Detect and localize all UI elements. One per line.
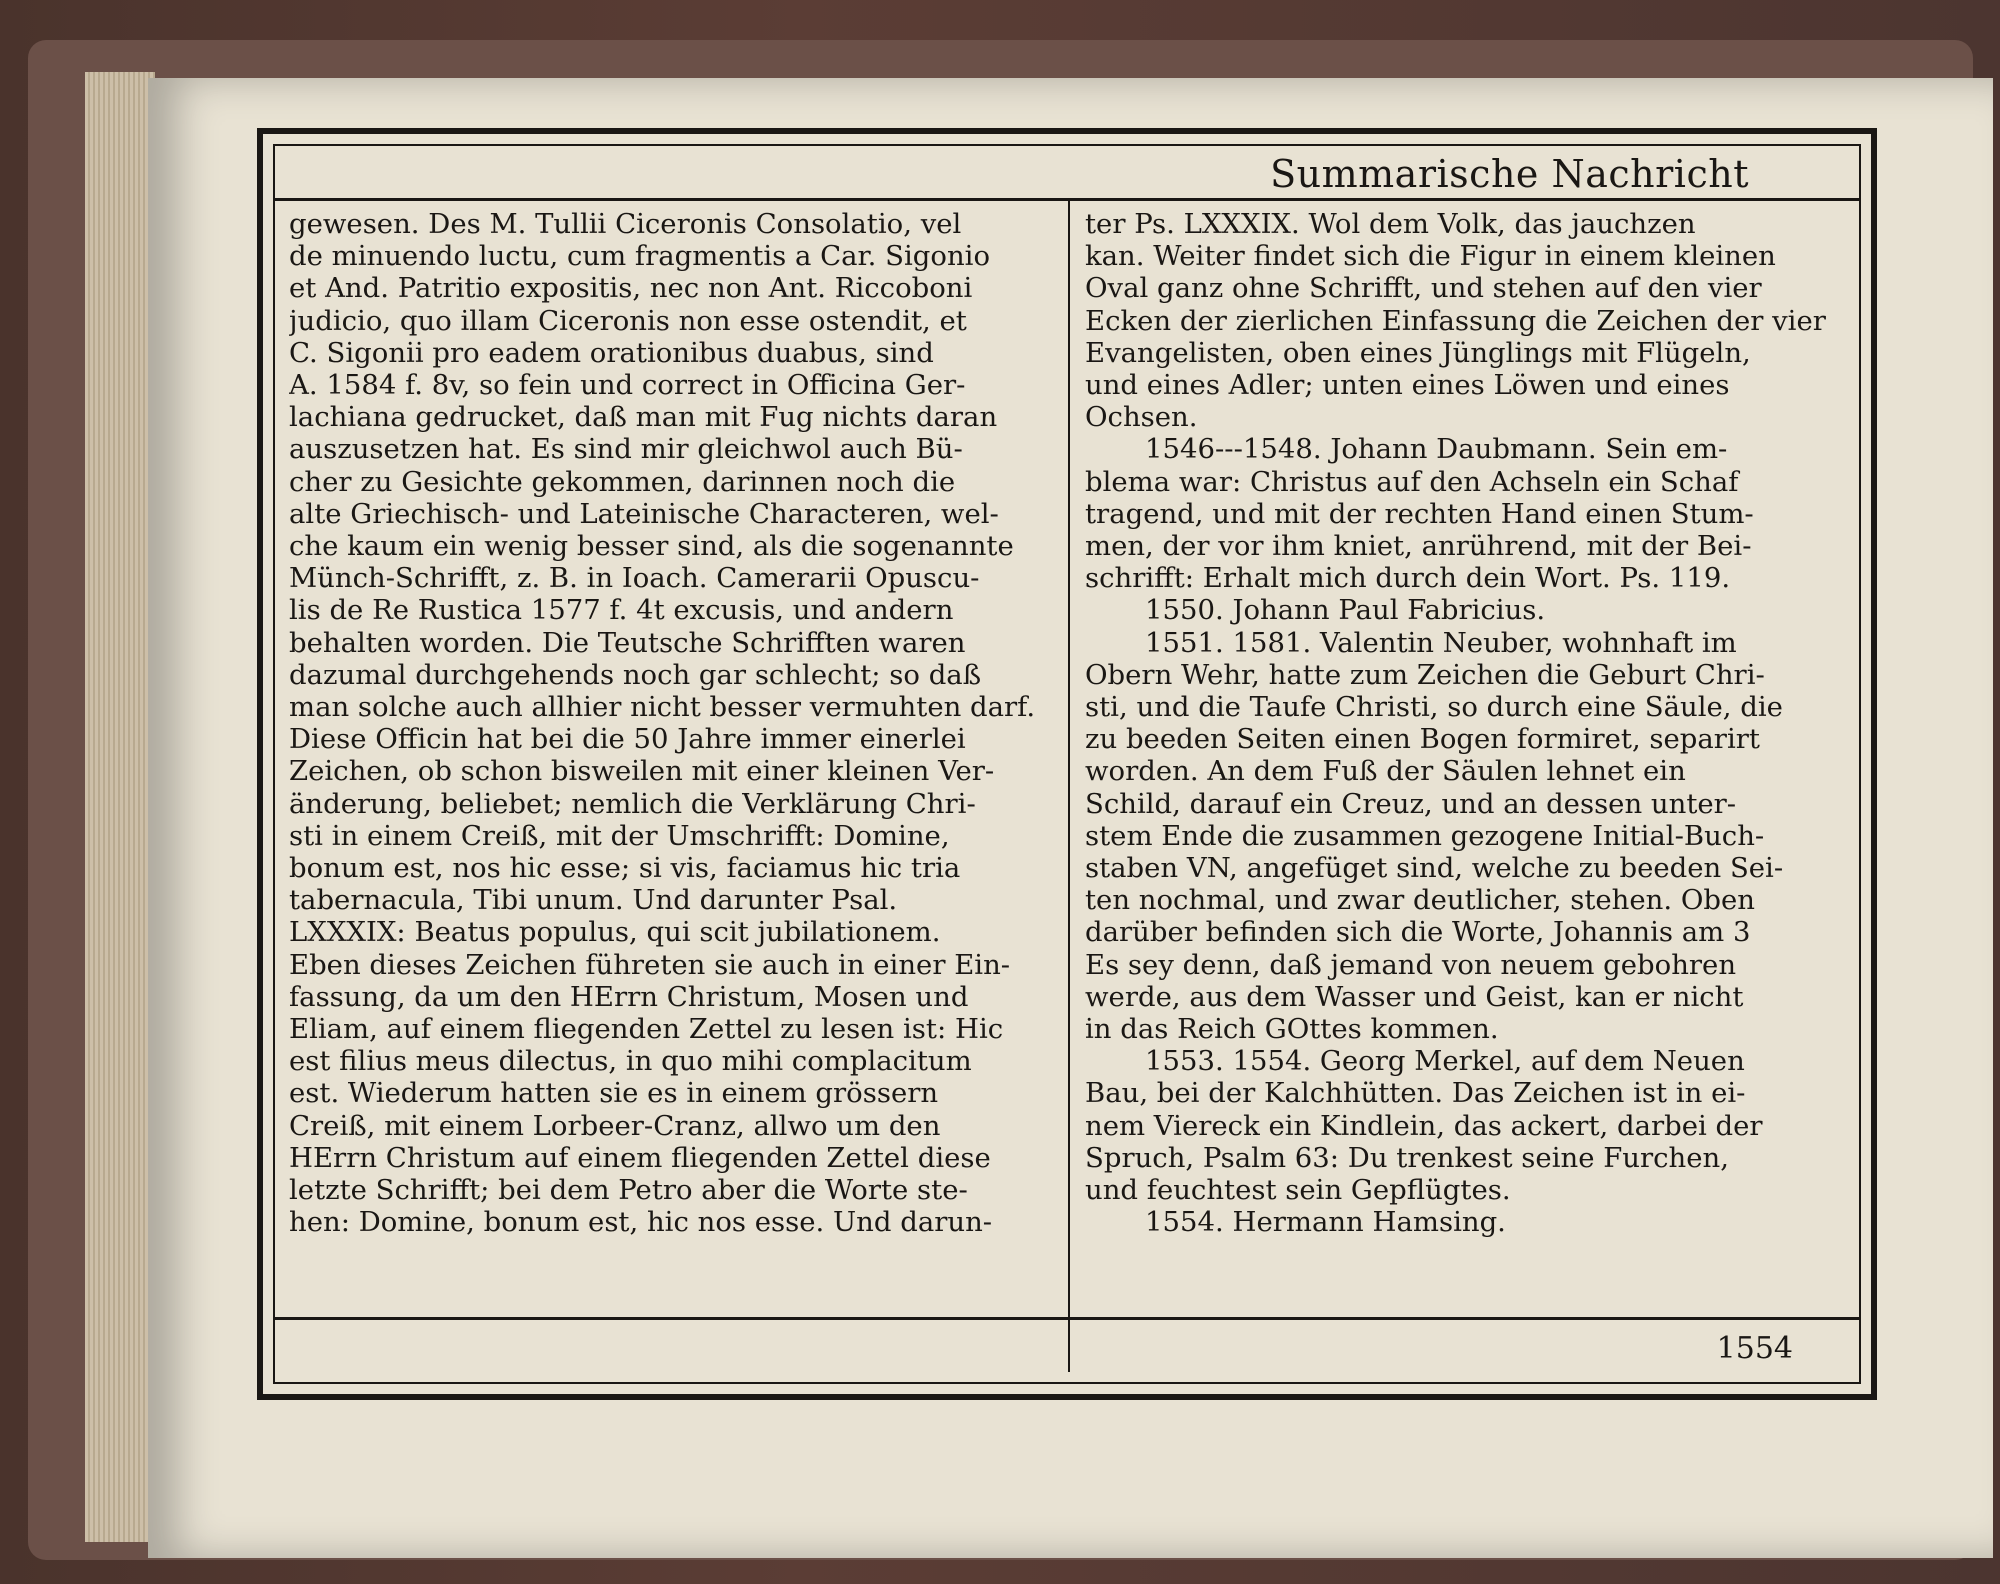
running-header	[275, 146, 1859, 201]
text-line: man solche auch allhier nicht besser vermuhten darf.	[289, 691, 1036, 724]
text-line: men, der vor ihm kniet, anrührend, mit der Bei-	[1085, 530, 1752, 563]
text-line: stem Ende die zusammen gezogene Initial-Buch-	[1085, 819, 1765, 852]
text-line: A. 1584 f. 8v, so fein und correct in Officina Ger-	[289, 369, 966, 402]
text-line: Obern Wehr, hatte zum Zeichen die Geburt Chri-	[1085, 658, 1765, 691]
text-line: Eben dieses Zeichen führeten sie auch in einer Ein-	[289, 948, 1011, 981]
text-line: bonum est, nos hic esse; si vis, faciamus hic tria	[289, 852, 961, 885]
text-frame	[257, 128, 1877, 1400]
text-frame-inner	[273, 144, 1861, 1384]
text-line: ter Ps. LXXXIX. Wol dem Volk, das jauchzen	[1085, 208, 1696, 240]
text-line: gewesen. Des M. Tullii Ciceronis Consolatio, vel	[289, 208, 962, 240]
text-line: Es sey denn, daß jemand von neuem gebohren	[1085, 948, 1737, 981]
right-column	[1085, 208, 1850, 1239]
text-line: C. Sigonii pro eadem orationibus duabus, sind	[289, 336, 934, 369]
text-line: Münch-Schrifft, z. B. in Ioach. Camerarii Opuscu-	[289, 562, 980, 595]
text-line: cher zu Gesichte gekommen, darinnen noch die	[289, 465, 956, 498]
bottom-rule	[275, 1317, 1859, 1320]
text-line: Ecken der zierlichen Einfassung die Zeichen der vier	[1085, 304, 1826, 337]
text-line: nem Viereck ein Kindlein, das ackert, darbei der	[1085, 1109, 1763, 1142]
text-line: Bau, bei der Kalchhütten. Das Zeichen ist in ei-	[1085, 1077, 1746, 1110]
text-line: judicio, quo illam Ciceronis non esse ostendit, et	[289, 304, 967, 337]
text-line: werde, aus dem Wasser und Geist, kan er nicht	[1085, 980, 1744, 1013]
text-line: Ochsen.	[1085, 401, 1198, 434]
catchword: 1554	[1716, 1331, 1793, 1366]
text-line: hen: Domine, bonum est, hic nos esse. Und darun-	[289, 1206, 993, 1239]
text-line: lis de Re Rustica 1577 f. 4t excusis, und andern	[289, 594, 954, 627]
text-line: 1546---1548. Johann Daubmann. Sein em-	[1145, 433, 1728, 466]
text-line: Eliam, auf einem fliegenden Zettel zu lesen ist: Hic	[289, 1013, 1004, 1046]
text-line: sti in einem Creiß, mit der Umschrifft: Domine,	[289, 819, 950, 852]
text-line: und eines Adler; unten eines Löwen und eines	[1085, 369, 1730, 402]
text-line: fassung, da um den HErrn Christum, Mosen und	[289, 980, 969, 1013]
text-line: darüber befinden sich die Worte, Johannis am 3	[1085, 916, 1751, 949]
text-line: Evangelisten, oben eines Jünglings mit Flügeln,	[1085, 336, 1751, 369]
text-line: Creiß, mit einem Lorbeer-Cranz, allwo um den	[289, 1109, 941, 1142]
header-title: Summarische Nachricht	[1270, 152, 1749, 196]
text-line: änderung, beliebet; nemlich die Verklärung Chri-	[289, 787, 976, 820]
column-divider	[1068, 200, 1070, 1372]
page-edges	[85, 72, 155, 1542]
text-line: in das Reich GOttes kommen.	[1085, 1013, 1499, 1046]
text-line: HErrn Christum auf einem fliegenden Zettel diese	[289, 1141, 991, 1174]
text-line: 1554. Hermann Hamsing.	[1145, 1206, 1506, 1239]
text-line: Diese Officin hat bei die 50 Jahre immer einerlei	[289, 723, 966, 756]
text-line: est filius meus dilectus, in quo mihi complacitum	[289, 1045, 972, 1078]
text-line: et And. Patritio expositis, nec non Ant. Riccoboni	[289, 272, 973, 305]
text-line: letzte Schrifft; bei dem Petro aber die Worte ste-	[289, 1174, 968, 1207]
text-line: dazumal durchgehends noch gar schlecht; so daß	[289, 658, 982, 691]
text-line: zu beeden Seiten einen Bogen formiret, separirt	[1085, 723, 1760, 756]
text-line: und feuchtest sein Gepflügtes.	[1085, 1174, 1511, 1207]
text-line: worden. An dem Fuß der Säulen lehnet ein	[1085, 755, 1686, 788]
text-line: tragend, und mit der rechten Hand einen Stum-	[1085, 497, 1754, 530]
text-line: Oval ganz ohne Schrifft, und stehen auf den vier	[1085, 272, 1762, 305]
text-line: 1553. 1554. Georg Merkel, auf dem Neuen	[1145, 1045, 1745, 1078]
text-line: Spruch, Psalm 63: Du trenkest seine Furchen,	[1085, 1141, 1729, 1174]
text-line: blema war: Christus auf den Achseln ein Schaf	[1085, 465, 1739, 498]
text-line: behalten worden. Die Teutsche Schrifften waren	[289, 626, 966, 659]
text-line: de minuendo luctu, cum fragmentis a Car. Sigonio	[289, 240, 991, 273]
text-line: schrifft: Erhalt mich durch dein Wort. Ps. 119.	[1085, 562, 1731, 595]
text-line: LXXXIX: Beatus populus, qui scit jubilationem.	[289, 916, 941, 949]
text-line: auszusetzen hat. Es sind mir gleichwol auch Bü-	[289, 433, 963, 466]
text-line: alte Griechisch- und Lateinische Characteren, wel-	[289, 497, 999, 530]
text-line: Schild, darauf ein Creuz, und an dessen unter-	[1085, 787, 1737, 820]
text-line: tabernacula, Tibi unum. Und darunter Psal.	[289, 884, 898, 917]
text-line: che kaum ein wenig besser sind, als die sogenannte	[289, 530, 1014, 563]
text-line: lachiana gedrucket, daß man mit Fug nichts daran	[289, 401, 998, 434]
text-line: est. Wiederum hatten sie es in einem grössern	[289, 1077, 939, 1110]
text-line: Zeichen, ob schon bisweilen mit einer kleinen Ver-	[289, 755, 995, 788]
text-line: sti, und die Taufe Christi, so durch eine Säule, die	[1085, 691, 1783, 724]
text-line: 1550. Johann Paul Fabricius.	[1145, 594, 1546, 627]
left-column	[289, 208, 1057, 1239]
text-line: ten nochmal, und zwar deutlicher, stehen. Oben	[1085, 884, 1755, 917]
text-line: kan. Weiter findet sich die Figur in einem kleinen	[1085, 240, 1776, 273]
text-line: staben VN, angefüget sind, welche zu beeden Sei-	[1085, 852, 1784, 885]
text-line: 1551. 1581. Valentin Neuber, wohnhaft im	[1145, 626, 1737, 659]
